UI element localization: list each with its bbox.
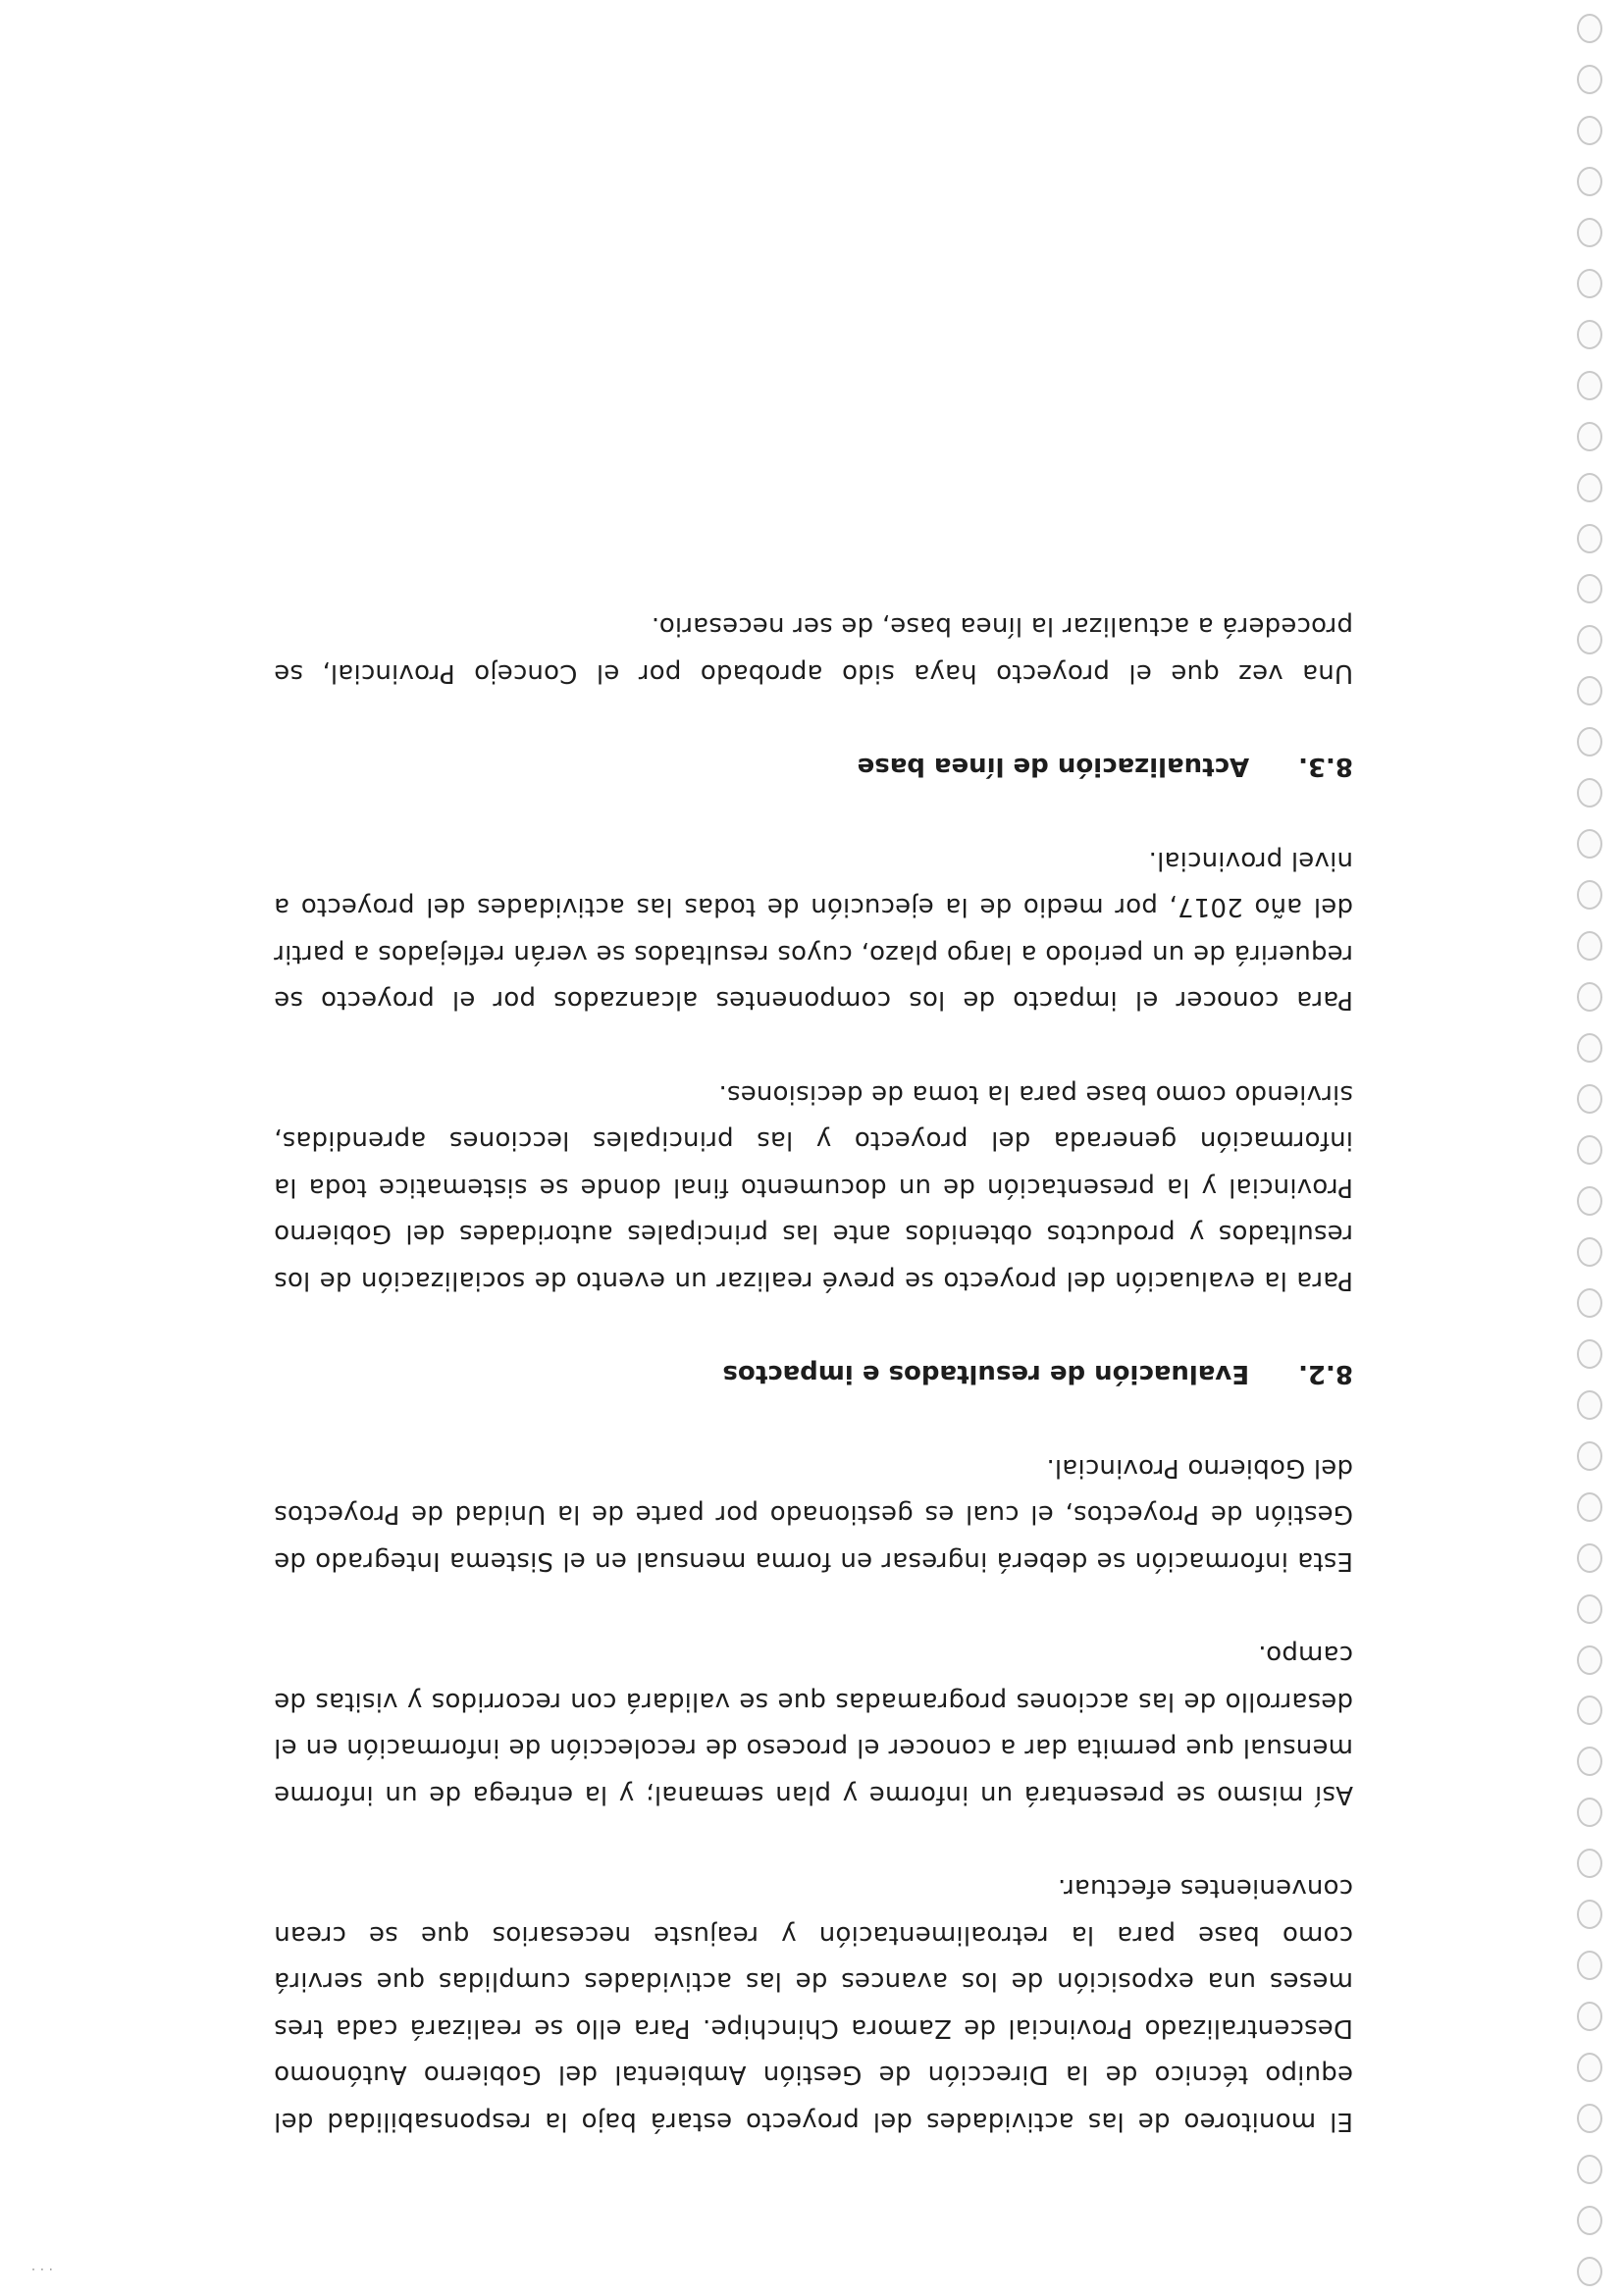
paragraph-evaluacion: Para la evaluación del proyecto se prevé realizar un evento de socialización de los resultados y productos obtenidos ante las principales autoridades del Gobierno Provincial y la presentación de un documento final donde se sistematice toda la información generada del proyecto y las principales lecciones aprendidas, sirviendo como base para la toma de decisiones. [274, 1079, 1353, 1295]
paragraph-sistema-integrado: Esta información se deberá ingresar en forma mensual en el Sistema Integrado de Gestión de Proyectos, el cual es gestionado por parte de la Unidad de Proyectos del Gobierno Provincial. [274, 1453, 1353, 1576]
section-number: 8.2. [1298, 1359, 1353, 1389]
section-title: Actualización de línea base [857, 752, 1250, 782]
section-heading-8-3 [274, 743, 1353, 790]
paragraph-monitoreo: El monitoreo de las actividades del proyecto estará bajo la responsabilidad del equipo técnico de la Dirección de Gestión Ambiental del Gobierno Autónomo Descentralizado Provincial de Zamora Chinchipe. Para ello se realizará cada tres meses una exposición de los avances de las actividades cumplidas que servirá como base para la retroalimentación y reajuste necesarios que se crean convenientes efectuar. [274, 1873, 1353, 2136]
paragraph-informe-semanal: Así mismo se presentará un informe y plan semanal; y la entrega de un informe mensual que permita dar a conocer el proceso de recolección de información en el desarrollo de las acciones programadas que se validará con recorridos y visitas de campo. [274, 1640, 1353, 1809]
section-heading-8-2 [274, 1350, 1353, 1397]
document-body [274, 555, 1353, 2144]
section-title: Evaluación de resultados e impactos [722, 1359, 1250, 1389]
scan-marks: · · · [30, 2261, 53, 2276]
paragraph-impacto: Para conocer el impacto de los componentes alcanzados por el proyecto se requerirá de un periodo a largo plazo, cuyos resultados se verán reflejados a partir del año 2017, por medio de la ejecución de todas las actividades del proyecto a nivel provincial. [274, 846, 1353, 1016]
section-number: 8.3. [1298, 752, 1353, 782]
paragraph-linea-base: Una vez que el proyecto haya sido aprobado por el Concejo Provincial, se procederá a actualizar la línea base, de ser necesario. [274, 611, 1353, 688]
